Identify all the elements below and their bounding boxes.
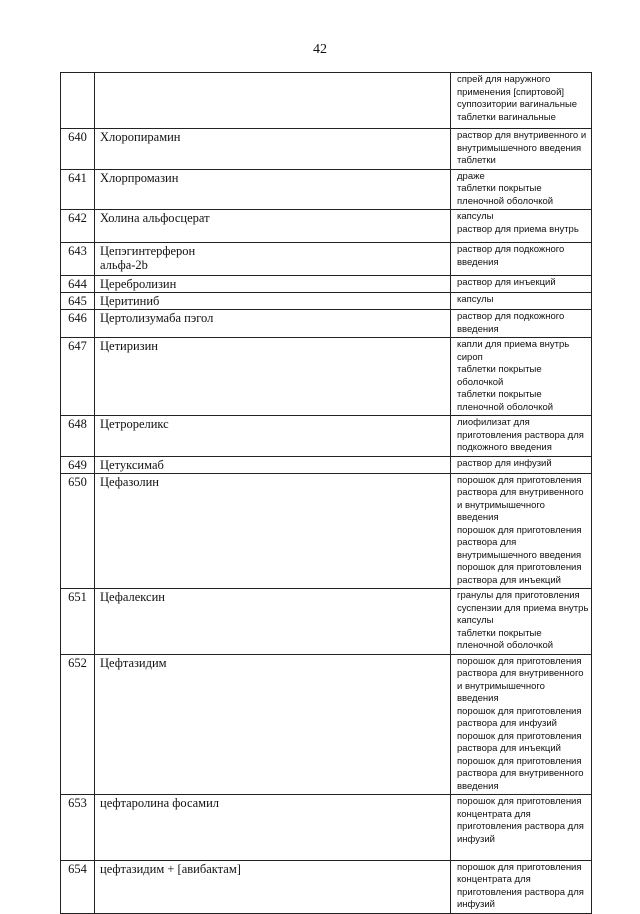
table-row: [61, 243, 592, 276]
row-number: 646: [61, 310, 95, 338]
drug-name: [95, 416, 451, 457]
dosage-form-line: внутримышечного введения: [457, 142, 582, 154]
dosage-form-line: капсулы: [457, 211, 494, 222]
drug-name-line: цефтаролина фосамил: [100, 796, 220, 810]
drug-name-line: Цетуксимаб: [100, 457, 164, 472]
dosage-form-line: раствора для инъекций: [457, 574, 561, 586]
row-number: 654: [61, 860, 95, 913]
dosage-forms: [451, 276, 592, 293]
dosage-form-line: раствор для подкожного: [457, 311, 565, 322]
table-row: [61, 416, 592, 457]
dosage-form-line: капсулы: [457, 294, 494, 305]
row-number: 640: [61, 129, 95, 170]
drug-name: [95, 338, 451, 416]
dosage-form-line: порошок для приготовления: [457, 562, 582, 573]
dosage-form-line: введения: [457, 780, 499, 792]
drug-name: [95, 243, 451, 276]
dosage-forms: [451, 243, 592, 276]
dosage-form-line: введения: [457, 256, 499, 268]
drug-name: [95, 473, 451, 589]
dosage-form-line: приготовления раствора для: [457, 821, 584, 832]
row-number: 648: [61, 416, 95, 457]
row-number: 653: [61, 795, 95, 861]
drug-name: [95, 73, 451, 129]
dosage-form-line: концентрата для: [457, 808, 531, 820]
dosage-form-line: раствор для инъекций: [457, 277, 556, 288]
dosage-form-line: порошок для приготовления: [457, 796, 582, 807]
dosage-form-line: таблетки: [457, 155, 496, 166]
drug-name-line: Цепэгинтерферон: [100, 244, 196, 258]
row-number: 649: [61, 456, 95, 473]
table-row: [61, 795, 592, 861]
drug-name-line: Хлорпромазин: [100, 170, 179, 185]
dosage-form-line: раствора для инфузий: [457, 718, 557, 729]
dosage-form-line: раствора для внутривенного: [457, 487, 584, 498]
row-number: 651: [61, 589, 95, 655]
page-number: 42: [313, 42, 327, 57]
dosage-form-line: пленочной оболочкой: [457, 195, 554, 207]
dosage-form-line: [457, 846, 591, 859]
drug-name-line: Хлоропирамин: [100, 130, 181, 144]
drug-name-line: Цефалексин: [100, 590, 165, 604]
dosage-form-line: драже: [457, 170, 485, 182]
drug-name: [95, 129, 451, 170]
dosage-form-line: внутримышечного введения: [457, 549, 582, 561]
dosage-forms: [451, 73, 592, 129]
row-number: 642: [61, 210, 95, 243]
dosage-form-line: порошок для приготовления: [457, 655, 582, 667]
table-row: [61, 169, 592, 210]
dosage-form-line: раствор для приема внутрь: [457, 223, 579, 235]
row-number: 644: [61, 276, 95, 293]
dosage-form-line: суспензии для приема внутрь: [457, 602, 589, 614]
drug-name-line: Церитиниб: [100, 294, 160, 308]
drug-table: [60, 72, 592, 914]
dosage-forms: [451, 795, 592, 861]
table-row: [61, 338, 592, 416]
table-row: [61, 860, 592, 913]
drug-name: [95, 860, 451, 913]
table-body: [61, 73, 592, 914]
dosage-form-line: таблетки покрытые: [457, 627, 542, 639]
dosage-form-line: инфузий: [457, 899, 495, 910]
dosage-form-line: гранулы для приготовления: [457, 590, 580, 601]
table-row: [61, 293, 592, 310]
dosage-forms: [451, 473, 592, 589]
dosage-form-line: капли для приема внутрь: [457, 339, 570, 350]
drug-name-line: цефтазидим + [авибактам]: [100, 861, 241, 876]
dosage-form-line: таблетки покрытые: [457, 364, 542, 375]
dosage-forms: [451, 589, 592, 655]
drug-name-line: Цефтазидим: [100, 655, 167, 670]
row-number: 650: [61, 473, 95, 589]
dosage-form-line: спрей для наружного: [457, 74, 551, 85]
dosage-forms: [451, 860, 592, 913]
dosage-form-line: раствор для внутривенного и: [457, 130, 587, 141]
table-row: [61, 654, 592, 795]
row-number: 647: [61, 338, 95, 416]
dosage-form-line: и внутримышечного: [457, 499, 545, 511]
dosage-form-line: суппозитории вагинальные: [457, 99, 578, 110]
dosage-forms: [451, 293, 592, 310]
dosage-form-line: оболочкой: [457, 376, 504, 388]
row-number: 641: [61, 169, 95, 210]
dosage-form-line: порошок для приготовления: [457, 861, 582, 873]
dosage-form-line: таблетки покрытые: [457, 389, 542, 400]
dosage-form-line: инфузий: [457, 833, 495, 845]
drug-name: [95, 276, 451, 293]
drug-name: [95, 310, 451, 338]
dosage-form-line: и внутримышечного: [457, 680, 545, 692]
dosage-form-line: порошок для приготовления: [457, 524, 582, 536]
drug-name-line: Цертолизумаба пэгол: [100, 311, 214, 325]
drug-name-line: Цефазолин: [100, 474, 159, 489]
drug-name-line: Холина альфосцерат: [100, 211, 210, 225]
drug-name: [95, 654, 451, 795]
drug-name-line: Цетиризин: [100, 339, 158, 353]
drug-name-line: альфа-2b: [100, 258, 148, 272]
dosage-forms: [451, 654, 592, 795]
table-row: [61, 276, 592, 293]
dosage-forms: [451, 310, 592, 338]
dosage-form-line: раствор для подкожного: [457, 244, 565, 255]
drug-name: [95, 795, 451, 861]
dosage-form-line: введения: [457, 512, 499, 523]
table-row: [61, 589, 592, 655]
dosage-form-line: порошок для приготовления: [457, 705, 582, 717]
dosage-form-line: таблетки покрытые: [457, 183, 542, 194]
row-number: 645: [61, 293, 95, 310]
dosage-form-line: применения [спиртовой]: [457, 86, 565, 98]
dosage-forms: [451, 338, 592, 416]
dosage-form-line: пленочной оболочкой: [457, 640, 554, 651]
dosage-forms: [451, 456, 592, 473]
table-row: [61, 129, 592, 170]
dosage-form-line: раствора для: [457, 537, 517, 548]
table-row: [61, 456, 592, 473]
drug-name: [95, 456, 451, 473]
dosage-form-line: введения: [457, 323, 499, 335]
dosage-form-line: сироп: [457, 351, 483, 363]
dosage-form-line: порошок для приготовления: [457, 755, 582, 767]
table-row: [61, 210, 592, 243]
dosage-form-line: лиофилизат для: [457, 417, 530, 428]
dosage-form-line: раствора для внутривенного: [457, 768, 584, 779]
dosage-forms: [451, 210, 592, 243]
dosage-form-line: порошок для приготовления: [457, 474, 582, 486]
drug-name-line: Цетрореликс: [100, 417, 169, 431]
drug-name: [95, 589, 451, 655]
dosage-form-line: таблетки вагинальные: [457, 111, 556, 123]
dosage-form-line: раствора для внутривенного: [457, 668, 584, 679]
dosage-form-line: приготовления раствора для: [457, 429, 584, 441]
drug-name-line: Церебролизин: [100, 277, 177, 291]
table-row: [61, 73, 592, 129]
dosage-form-line: капсулы: [457, 615, 494, 626]
dosage-form-line: раствора для инъекций: [457, 743, 561, 754]
drug-name: [95, 210, 451, 243]
row-number: 652: [61, 654, 95, 795]
row-number: 643: [61, 243, 95, 276]
row-number: [61, 73, 95, 129]
dosage-form-line: порошок для приготовления: [457, 730, 582, 742]
dosage-forms: [451, 416, 592, 457]
dosage-form-line: введения: [457, 693, 499, 704]
table-row: [61, 310, 592, 338]
drug-name: [95, 293, 451, 310]
dosage-forms: [451, 169, 592, 210]
dosage-form-line: раствор для инфузий: [457, 457, 552, 469]
dosage-form-line: концентрата для: [457, 874, 531, 885]
dosage-form-line: приготовления раствора для: [457, 886, 584, 898]
dosage-form-line: подкожного введения: [457, 442, 552, 453]
table-row: [61, 473, 592, 589]
dosage-form-line: пленочной оболочкой: [457, 401, 554, 413]
dosage-forms: [451, 129, 592, 170]
drug-name: [95, 169, 451, 210]
